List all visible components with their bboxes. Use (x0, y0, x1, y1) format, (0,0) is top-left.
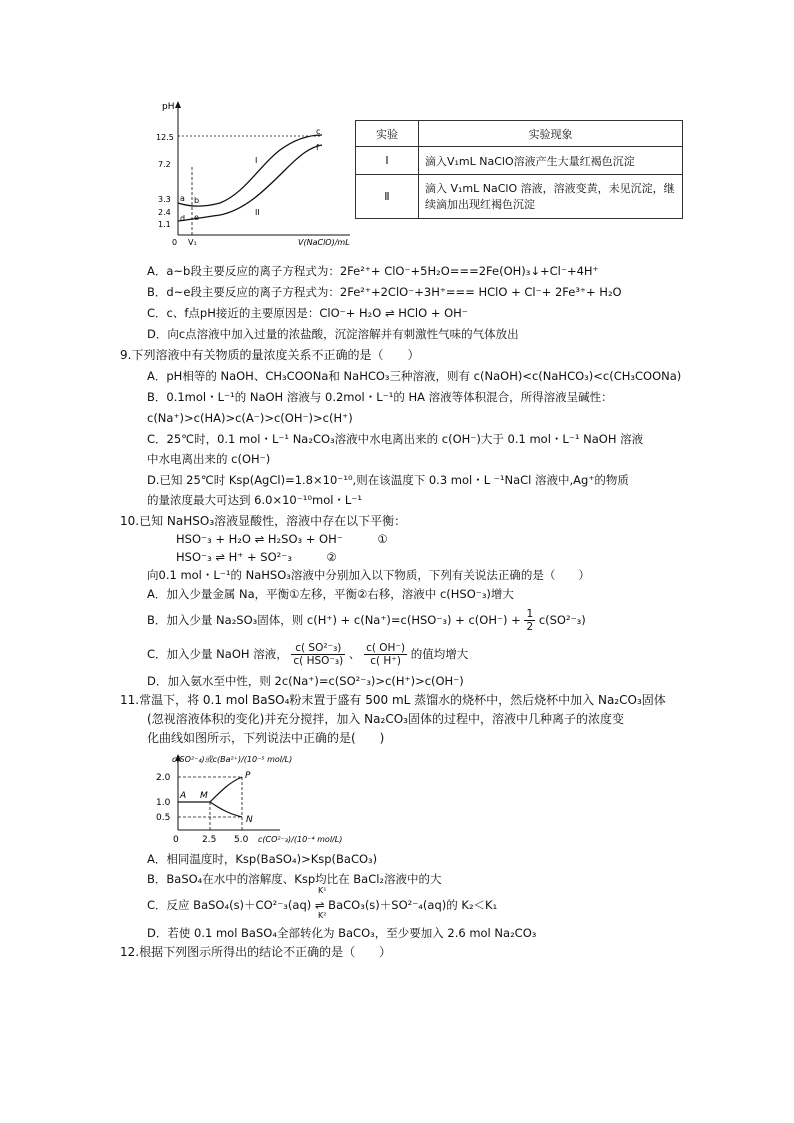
q11-stem-2: (忽视溶液体积的变化)并充分搅拌，加入 Na₂CO₃固体的过程中，溶液中几种离子的浓度变 (147, 712, 624, 726)
fraction-denominator: c( H⁺) (370, 655, 401, 667)
q9-option-c: C．25℃时，0.1 mol・L⁻¹ Na₂CO₃溶液中水电离出来的 c(OH⁻)大于 0.1 mol・L⁻¹ NaOH 溶液 (147, 432, 644, 446)
q11-option-d: D．若使 0.1 mol BaSO₄全部转化为 BaCO₃，至少要加入 2.6 mol Na₂CO₃ (147, 926, 537, 940)
q9-option-b-cont: c(Na⁺)>c(HA)>c(A⁻)>c(OH⁻)>c(H⁺) (147, 411, 353, 425)
q10-option-b (147, 606, 586, 634)
q8-option-c: C．c、f点pH接近的主要原因是：ClO⁻+ H₂O ⇌ HClO + OH⁻ (147, 306, 468, 320)
q10-option-c-fraction-1 (291, 642, 345, 667)
experiment-table (355, 120, 683, 219)
table-row-text: 滴入V₁mL NaClO溶液产生大量红褐色沉淀 (419, 147, 683, 175)
q11-option-c-k2: K² (318, 911, 327, 920)
ytick-1.0: 1.0 (156, 798, 171, 808)
ytick-0: 0 (172, 238, 178, 247)
curve-label-I: I (255, 156, 258, 165)
ytick-1.1: 1.1 (158, 220, 171, 229)
ytick-2.0: 2.0 (156, 773, 171, 783)
ytick-0.5: 0.5 (156, 813, 171, 823)
point-d: d (180, 214, 186, 223)
point-P: P (245, 771, 251, 781)
table-row-text: 滴入 V₁mL NaClO 溶液，溶液变黄，未见沉淀，继续滴加出现红褐色沉淀 (419, 175, 683, 219)
point-a: a (180, 194, 185, 203)
q8-option-d: D．向c点溶液中加入过量的浓盐酸，沉淀溶解并有刺激性气味的气体放出 (147, 327, 519, 341)
q11-option-b: B．BaSO₄在水中的溶解度、Ksp均比在 BaCl₂溶液中的大 (147, 872, 442, 886)
q9-option-c-cont: 中水电离出来的 c(OH⁻) (147, 452, 271, 466)
q9-stem: 9.下列溶液中有关物质的量浓度关系不正确的是（ ） (120, 348, 420, 362)
q10-stem: 10.已知 NaHSO₃溶液显酸性，溶液中存在以下平衡： (120, 514, 407, 528)
q10-option-d: D．加入氨水至中性，则 2c(Na⁺)=c(SO²⁻₃)>c(H⁺)>c(OH⁻) (147, 674, 464, 688)
point-c: c (316, 127, 321, 136)
q10-option-b-tail: c(SO²⁻₃) (538, 613, 586, 627)
xtick-v1: V₁ (188, 238, 197, 247)
curve-II (178, 145, 322, 221)
point-f: f (316, 143, 319, 152)
q10-option-c-fraction-2 (364, 642, 407, 667)
ytick-3.3: 3.3 (158, 195, 171, 204)
q10-option-c-text: C．加入少量 NaOH 溶液， (147, 647, 288, 661)
q10-equilibrium-1: HSO⁻₃ + H₂O ⇌ H₂SO₃ + OH⁻ ① (176, 532, 388, 546)
point-e: e (194, 213, 199, 222)
curve-ba-rise (210, 777, 242, 802)
fraction-denominator: c( HSO⁻₃) (293, 655, 344, 667)
ph-titration-chart (150, 95, 360, 250)
xtick-2.5: 2.5 (202, 835, 217, 845)
fraction-denominator: 2 (526, 621, 534, 633)
q10-option-c (147, 638, 468, 670)
y-axis-label: c(SO²⁻₄)或c(Ba²⁺)/(10⁻⁵ mol/L) (172, 755, 293, 764)
point-M: M (200, 791, 208, 801)
x-axis-label: c(CO²⁻₃)/(10⁻⁴ mol/L) (258, 835, 343, 844)
point-A: A (180, 791, 187, 801)
fraction-numerator: c( OH⁻) (366, 642, 406, 654)
q8-option-b: B．d~e段主要反应的离子方程式为：2Fe²⁺+2ClO⁻+3H⁺=== HClO + Cl⁻+ 2Fe³⁺+ H₂O (147, 285, 622, 299)
q9-option-b: B．0.1mol・L⁻¹的 NaOH 溶液与 0.2mol・L⁻¹的 HA 溶液等体积混合，所得溶液呈碱性： (147, 390, 613, 404)
ph-axis-label: pH (162, 102, 175, 112)
q10-option-c-sep: 、 (348, 647, 361, 661)
point-N: N (246, 815, 253, 825)
xtick-0: 0 (173, 835, 179, 845)
q12-stem: 12.根据下列图示所得出的结论不正确的是（ ） (120, 945, 392, 959)
q8-option-a: A．a~b段主要反应的离子方程式为：2Fe²⁺+ ClO⁻+5H₂O===2Fe(OH)₃↓+Cl⁻+4H⁺ (147, 264, 599, 278)
point-b: b (194, 196, 200, 205)
curve-I (178, 135, 322, 206)
fraction-numerator: c( SO²⁻₃) (291, 642, 345, 655)
ytick-7.2: 7.2 (158, 160, 171, 169)
q11-option-c: C．反应 BaSO₄(s)＋CO²⁻₃(aq) ⇌ BaCO₃(s)＋SO²⁻₄(aq)的 K₂＜K₁ (147, 898, 498, 912)
q9-option-d: D.已知 25℃时 Ksp(AgCl)=1.8×10⁻¹⁰,则在该温度下 0.3 mol・L ⁻¹NaCl 溶液中,Ag⁺的物质 (147, 473, 629, 487)
q10-option-c-tail: 的值均增大 (410, 647, 469, 661)
q11-stem-3: 化曲线如图所示，下列说法中正确的是( ) (147, 731, 385, 745)
q10-option-a: A．加入少量金属 Na，平衡①左移，平衡②右移，溶液中 c(HSO⁻₃)增大 (147, 587, 514, 601)
x-axis-label: V(NaClO)/mL (298, 238, 350, 247)
fraction-numerator: 1 (526, 608, 534, 620)
curve-label-II: II (255, 208, 260, 217)
concentration-chart (150, 750, 390, 850)
q9-option-a: A．pH相等的 NaOH、CH₃COONa和 NaHCO₃三种溶液，则有 c(NaOH)<c(NaHCO₃)<c(CH₃COONa) (147, 369, 682, 383)
q11-option-c-k1: K¹ (318, 886, 327, 895)
table-header-exp: 实验 (356, 121, 419, 147)
curve-so4-fall (210, 802, 242, 817)
table-row-id: Ⅱ (356, 175, 419, 219)
q10-stem-2: 向0.1 mol・L⁻¹的 NaHSO₃溶液中分别加入以下物质，下列有关说法正确的是（ ） (147, 568, 590, 582)
xtick-5.0: 5.0 (234, 835, 249, 845)
q10-option-b-fraction (524, 608, 535, 633)
table-row-id: Ⅰ (356, 147, 419, 175)
ytick-2.4: 2.4 (158, 208, 171, 217)
q10-equilibrium-2: HSO⁻₃ ⇌ H⁺ + SO²⁻₃ ② (176, 550, 337, 564)
table-header-phenomenon: 实验现象 (419, 121, 683, 147)
q10-option-b-text: B．加入少量 Na₂SO₃固体，则 c(H⁺) + c(Na⁺)=c(HSO⁻₃) + c(OH⁻) + (147, 613, 521, 627)
q11-option-a: A．相同温度时，Ksp(BaSO₄)>Ksp(BaCO₃) (147, 852, 378, 866)
q9-option-d-cont: 的量浓度最大可达到 6.0×10⁻¹⁰mol・L⁻¹ (147, 493, 363, 507)
q11-stem-1: 11.常温下，将 0.1 mol BaSO₄粉末置于盛有 500 mL 蒸馏水的烧杯中，然后烧杯中加入 Na₂CO₃固体 (120, 693, 666, 707)
ytick-12.5: 12.5 (156, 133, 174, 142)
